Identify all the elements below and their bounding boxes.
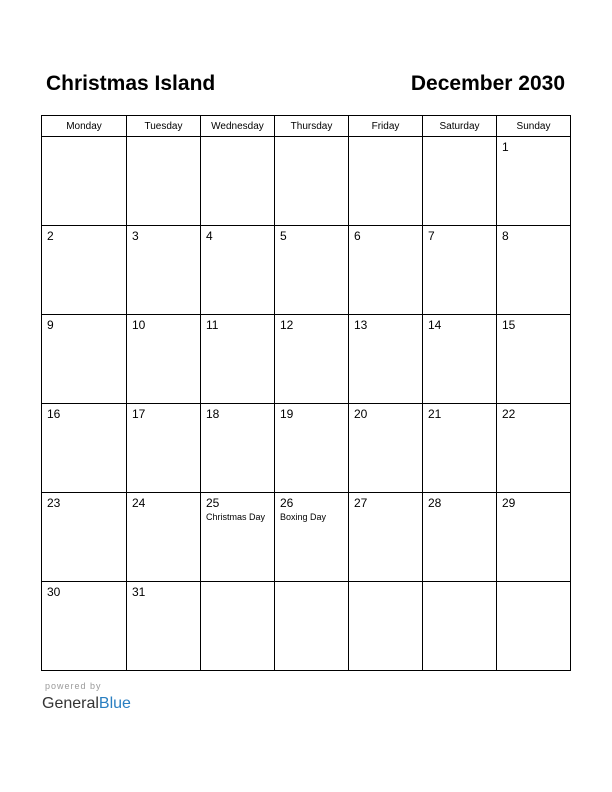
day-number: 21 [428, 407, 442, 421]
day-number: 24 [132, 496, 146, 510]
day-number: 30 [47, 585, 61, 599]
calendar-day-cell [42, 137, 127, 226]
footer-branding [42, 681, 131, 714]
day-number [275, 582, 348, 585]
day-number: 6 [354, 229, 361, 243]
day-number: 8 [502, 229, 509, 243]
calendar-day-cell [497, 493, 571, 582]
calendar-day-cell [349, 315, 423, 404]
day-number [349, 137, 422, 140]
calendar-day-cell [275, 404, 349, 493]
calendar-day-cell [497, 315, 571, 404]
calendar-day-cell [423, 137, 497, 226]
calendar-week-row [42, 315, 571, 404]
day-number: 13 [354, 318, 368, 332]
day-number: 25 [206, 496, 220, 510]
calendar-week-row [42, 493, 571, 582]
day-number [349, 582, 422, 585]
day-number [201, 582, 274, 585]
day-number: 26 [280, 496, 294, 510]
weekday-header-row [42, 116, 571, 137]
calendar-day-cell [42, 582, 127, 671]
calendar-day-cell [423, 493, 497, 582]
day-number: 3 [132, 229, 139, 243]
calendar-day-cell [423, 226, 497, 315]
calendar-day-cell [127, 137, 201, 226]
calendar-week-row [42, 404, 571, 493]
calendar-day-cell [349, 404, 423, 493]
day-number [275, 137, 348, 140]
calendar-day-cell [275, 137, 349, 226]
calendar-day-cell [497, 226, 571, 315]
day-number: 18 [206, 407, 220, 421]
day-number: 31 [132, 585, 146, 599]
calendar-day-cell [275, 226, 349, 315]
calendar-day-cell [127, 582, 201, 671]
calendar-day-cell [349, 582, 423, 671]
day-number [497, 582, 570, 585]
day-number: 5 [280, 229, 287, 243]
weekday-header-tuesday: Tuesday [127, 116, 201, 137]
calendar-day-cell [275, 315, 349, 404]
day-number: 16 [47, 407, 61, 421]
calendar-day-cell [423, 315, 497, 404]
day-number: 22 [502, 407, 516, 421]
calendar-day-cell [42, 493, 127, 582]
calendar-day-cell [423, 582, 497, 671]
calendar-month-title: December 2030 [410, 72, 565, 95]
calendar-day-cell [497, 404, 571, 493]
calendar-day-cell [127, 493, 201, 582]
calendar-day-cell [127, 315, 201, 404]
calendar-day-cell [497, 582, 571, 671]
calendar-week-row [42, 137, 571, 226]
day-number: 17 [132, 407, 146, 421]
calendar-day-cell [201, 582, 275, 671]
calendar-day-cell [127, 226, 201, 315]
calendar-grid [41, 115, 571, 671]
powered-by-label: powered by [45, 681, 102, 691]
day-number [201, 137, 274, 140]
day-number: 27 [354, 496, 368, 510]
calendar-week-row [42, 582, 571, 671]
calendar-day-cell [349, 226, 423, 315]
holiday-label: Christmas Day [206, 512, 266, 522]
day-number: 29 [502, 496, 516, 510]
calendar-week-row [42, 226, 571, 315]
calendar-day-cell [201, 493, 275, 582]
weekday-header-wednesday: Wednesday [201, 116, 275, 137]
brand-general-text: General [42, 695, 99, 712]
calendar-day-cell [201, 226, 275, 315]
weekday-header-monday: Monday [42, 116, 127, 137]
calendar-day-cell [349, 493, 423, 582]
day-number: 2 [47, 229, 54, 243]
day-number: 11 [206, 318, 219, 332]
day-number [423, 137, 496, 140]
generalblue-logo [42, 694, 131, 714]
day-number: 10 [132, 318, 146, 332]
day-number: 7 [428, 229, 435, 243]
calendar-day-cell [201, 137, 275, 226]
day-number [127, 137, 200, 140]
day-number: 4 [206, 229, 213, 243]
calendar-day-cell [497, 137, 571, 226]
calendar-day-cell [201, 404, 275, 493]
brand-blue-text: Blue [98, 695, 131, 712]
calendar-day-cell [42, 404, 127, 493]
weekday-header-sunday: Sunday [497, 116, 571, 137]
holiday-label: Boxing Day [280, 512, 327, 522]
calendar-day-cell [42, 226, 127, 315]
day-number: 9 [47, 318, 54, 332]
weekday-header-friday: Friday [349, 116, 423, 137]
day-number: 15 [502, 318, 516, 332]
day-number [42, 137, 126, 140]
calendar-day-cell [201, 315, 275, 404]
calendar-day-cell [275, 493, 349, 582]
calendar-country-title: Christmas Island [46, 72, 216, 95]
weekday-header-thursday: Thursday [275, 116, 349, 137]
day-number [423, 582, 496, 585]
day-number: 12 [280, 318, 294, 332]
calendar-day-cell [127, 404, 201, 493]
day-number: 28 [428, 496, 442, 510]
calendar-day-cell [349, 137, 423, 226]
calendar-day-cell [423, 404, 497, 493]
day-number: 20 [354, 407, 368, 421]
calendar-day-cell [42, 315, 127, 404]
day-number: 23 [47, 496, 61, 510]
calendar-day-cell [275, 582, 349, 671]
weekday-header-saturday: Saturday [423, 116, 497, 137]
day-number: 14 [428, 318, 442, 332]
day-number: 1 [502, 140, 509, 154]
day-number: 19 [280, 407, 294, 421]
